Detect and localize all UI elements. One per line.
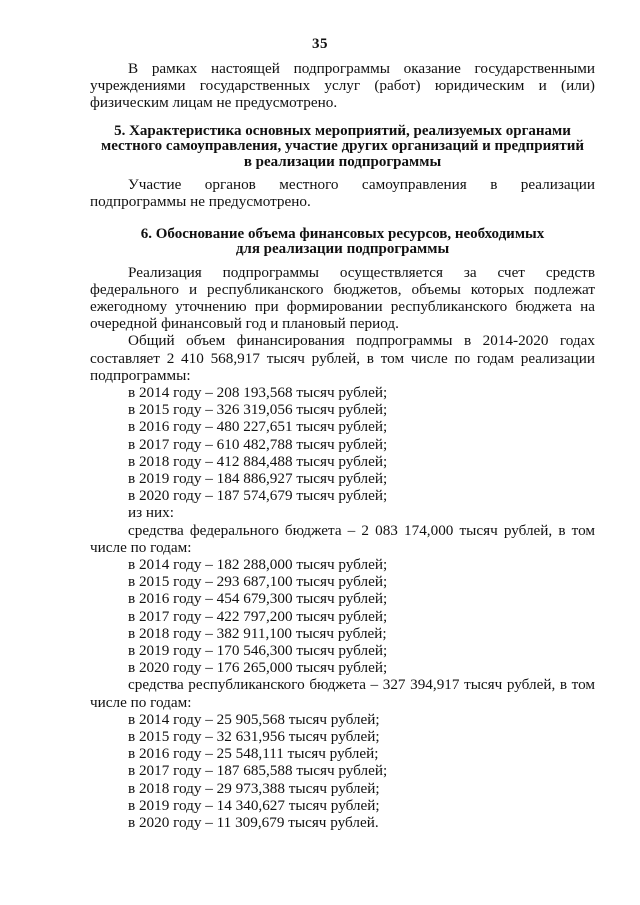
list-item: в 2020 году – 176 265,000 тысяч рублей; [128, 659, 388, 677]
list-item: в 2018 году – 382 911,100 тысяч рублей; [128, 624, 387, 642]
section6-paragraph-1: Реализация подпрограммы осуществляется за счет средств федерального и республиканского бюджетов, объемы которых подлежат ежегодному уточнению при формировании республиканского бюджета на очередной финансовый год и плановый период. [90, 263, 595, 333]
section6-paragraph-2: Общий объем финансирования подпрограммы в 2014-2020 годах составляет 2 410 568,917 тысяч рублей, в том числе по годам реализации подпрограммы: [90, 332, 595, 384]
list-item: в 2014 году – 208 193,568 тысяч рублей; [128, 383, 388, 401]
section6-heading [90, 227, 595, 258]
heading-line: 5. Характеристика основных мероприятий, реализуемых органами [114, 122, 571, 139]
republic-budget-intro: средства республиканского бюджета – 327 394,917 тысяч рублей, в том числе по годам: [90, 676, 595, 711]
list-item: в 2018 году – 412 884,488 тысяч рублей; [128, 452, 388, 470]
list-item: в 2014 году – 25 905,568 тысяч рублей; [128, 710, 380, 728]
list-item: в 2020 году – 11 309,679 тысяч рублей. [128, 814, 379, 832]
intro-paragraph: В рамках настоящей подпрограммы оказание государственными учреждениями государственных услуг (работ) юридическим и (или) физическим лицам не предусмотрено. [90, 60, 595, 112]
list-item: в 2015 году – 293 687,100 тысяч рублей; [128, 573, 388, 591]
list-item: в 2018 году – 29 973,388 тысяч рублей; [128, 779, 380, 797]
list-item: в 2017 году – 610 482,788 тысяч рублей; [128, 435, 388, 453]
list-item: в 2015 году – 32 631,956 тысяч рублей; [128, 728, 380, 745]
document-body [90, 60, 595, 831]
section5-text: Участие органов местного самоуправления в реализации подпрограммы не предусмотрено. [90, 176, 595, 211]
of-them-label: из них: [128, 504, 174, 522]
list-item: в 2015 году – 326 319,056 тысяч рублей; [128, 401, 388, 419]
list-item: в 2017 году – 422 797,200 тысяч рублей; [128, 607, 388, 625]
list-item: в 2016 году – 480 227,651 тысяч рублей; [128, 418, 388, 436]
heading-line: 6. Обоснование объема финансовых ресурсов, необходимых [140, 225, 545, 242]
list-item: в 2017 году – 187 685,588 тысяч рублей; [128, 762, 388, 780]
section5-heading [90, 124, 595, 171]
list-item: в 2019 году – 170 546,300 тысяч рублей; [128, 641, 388, 659]
page-number: 35 [312, 36, 328, 52]
list-item: в 2016 году – 454 679,300 тысяч рублей; [128, 590, 388, 608]
list-item: в 2019 году – 14 340,627 тысяч рублей; [128, 796, 380, 814]
heading-line: для реализации подпрограммы [235, 241, 450, 258]
republic-by-year-list [90, 711, 595, 831]
list-item: в 2014 году – 182 288,000 тысяч рублей; [128, 555, 388, 573]
list-item: в 2016 году – 25 548,111 тысяч рублей; [128, 745, 379, 763]
federal-budget-intro: средства федерального бюджета – 2 083 174,000 тысяч рублей, в том числе по годам: [90, 521, 595, 556]
list-item: в 2020 году – 187 574,679 тысяч рублей; [128, 487, 388, 505]
total-by-year-list [90, 384, 595, 504]
heading-line: местного самоуправления, участие других организаций и предприятий [100, 138, 584, 155]
list-item: в 2019 году – 184 886,927 тысяч рублей; [128, 469, 388, 487]
federal-by-year-list [90, 556, 595, 676]
heading-line: в реализации подпрограммы [243, 153, 442, 170]
